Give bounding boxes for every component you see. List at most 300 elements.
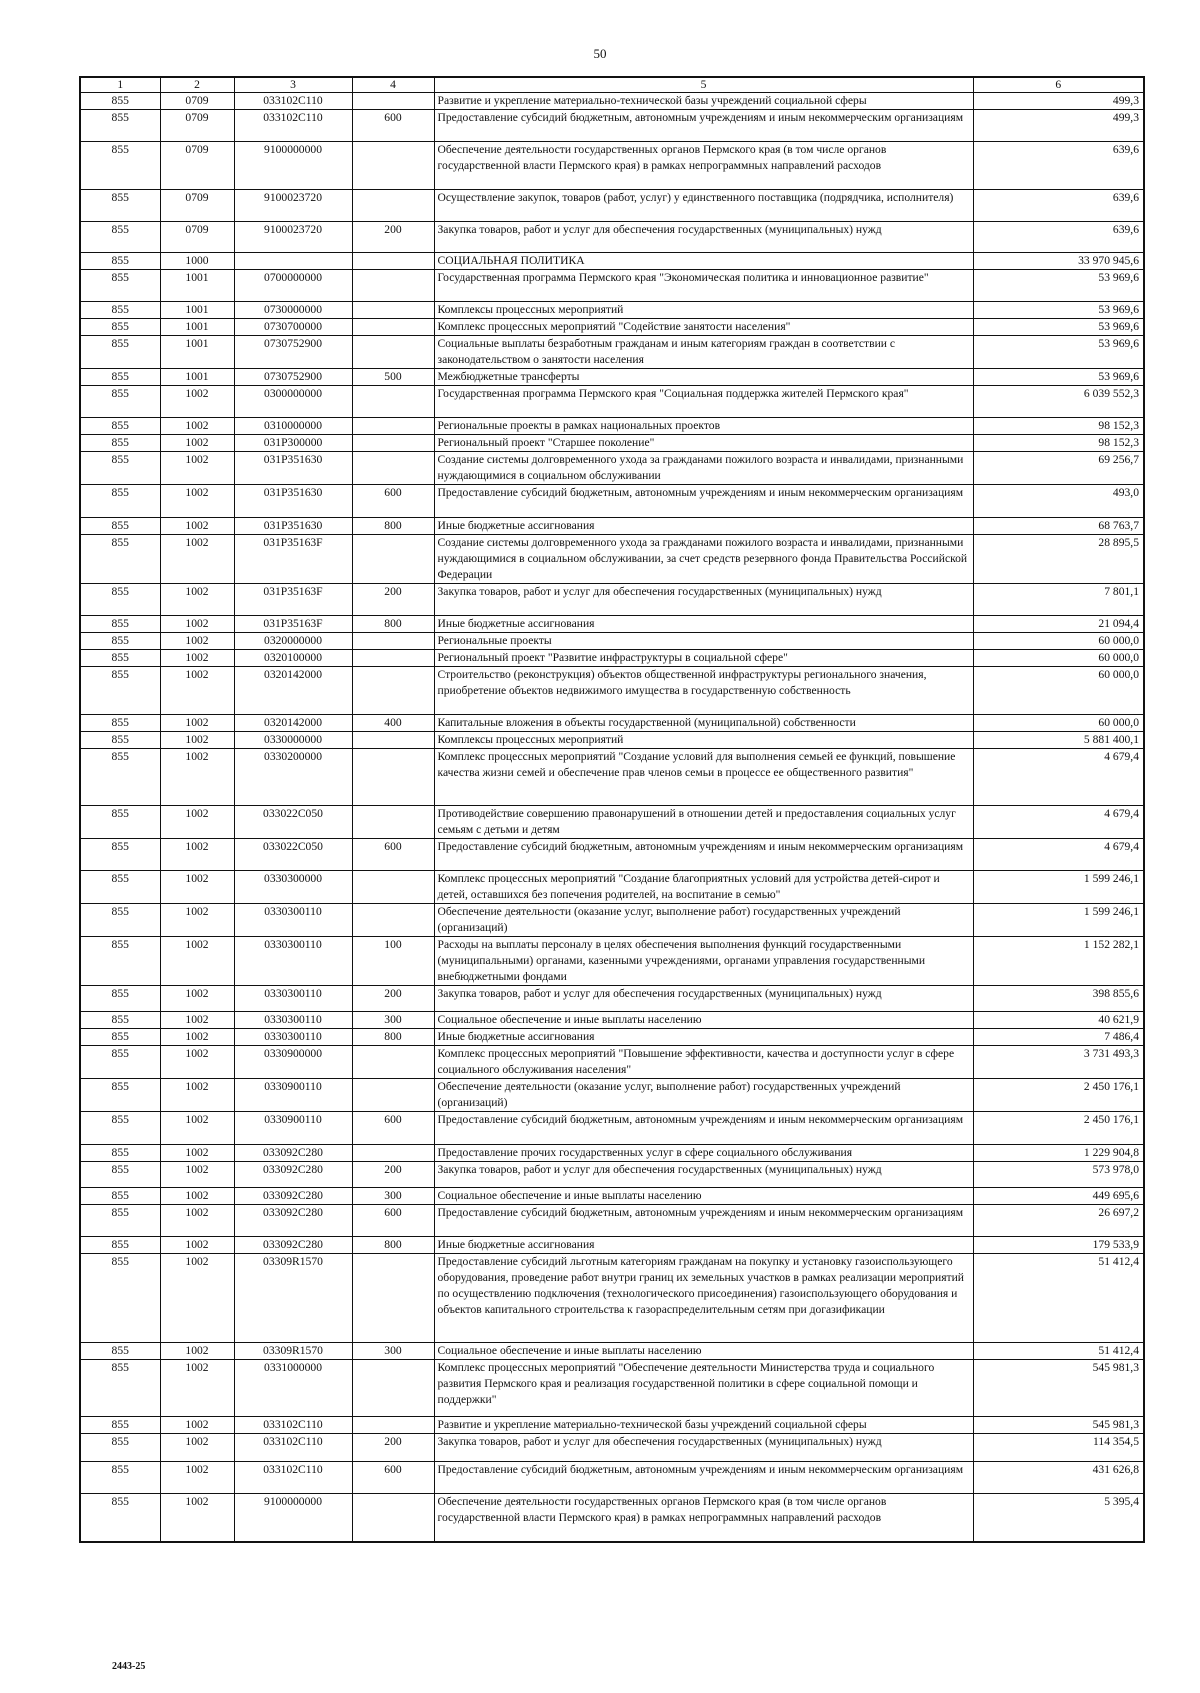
expense-type-cell: 200	[352, 222, 434, 253]
amount-cell: 98 152,3	[973, 418, 1144, 435]
table-row	[80, 616, 1144, 633]
target-article-cell: 033092С280	[234, 1237, 352, 1254]
amount-cell: 2 450 176,1	[973, 1112, 1144, 1145]
target-article-cell: 0730000000	[234, 302, 352, 319]
target-article-cell: 0330300110	[234, 937, 352, 986]
section-code-cell: 1002	[160, 1145, 234, 1162]
description-cell: Предоставление субсидий бюджетным, автономным учреждениям и иным некоммерческим организациям	[434, 485, 973, 518]
description-cell: Государственная программа Пермского края "Социальная поддержка жителей Пермского края"	[434, 386, 973, 418]
table-row	[80, 190, 1144, 222]
description-cell: Предоставление субсидий бюджетным, автономным учреждениям и иным некоммерческим организациям	[434, 110, 973, 142]
expense-type-cell	[352, 904, 434, 937]
target-article-cell: 033102С110	[234, 1417, 352, 1434]
target-article-cell: 0330300000	[234, 871, 352, 904]
description-cell: Комплекс процессных мероприятий "Создание условий для выполнения семьей ее функций, повышение качества жизни семей и обеспечение прав членов семьи в процессе ее общественного развития"	[434, 749, 973, 806]
expense-type-cell: 600	[352, 1462, 434, 1494]
section-code-cell: 1002	[160, 650, 234, 667]
section-code-cell: 1002	[160, 485, 234, 518]
expense-type-cell: 600	[352, 1112, 434, 1145]
description-cell: Иные бюджетные ассигнования	[434, 518, 973, 535]
ministry-code-cell: 855	[80, 937, 160, 986]
description-cell: Осуществление закупок, товаров (работ, услуг) у единственного поставщика (подрядчика, исполнителя)	[434, 190, 973, 222]
table-row	[80, 904, 1144, 937]
target-article-cell: 033092С280	[234, 1205, 352, 1237]
target-article-cell: 9100000000	[234, 1494, 352, 1542]
section-code-cell: 1002	[160, 518, 234, 535]
target-article-cell: 0330300110	[234, 1012, 352, 1029]
table-row	[80, 1205, 1144, 1237]
section-code-cell: 1002	[160, 806, 234, 839]
amount-cell: 1 229 904,8	[973, 1145, 1144, 1162]
ministry-code-cell: 855	[80, 1462, 160, 1494]
table-row	[80, 1046, 1144, 1079]
target-article-cell: 031Р35163F	[234, 535, 352, 584]
table-row	[80, 1494, 1144, 1542]
section-code-cell: 1002	[160, 667, 234, 715]
table-row	[80, 336, 1144, 369]
target-article-cell: 0330900110	[234, 1079, 352, 1112]
column-header-1: 1	[80, 77, 160, 93]
description-cell: Социальные выплаты безработным гражданам и иным категориям граждан в соответствии с законодательством о занятости населения	[434, 336, 973, 369]
description-cell: Закупка товаров, работ и услуг для обеспечения государственных (муниципальных) нужд	[434, 222, 973, 253]
table-row	[80, 302, 1144, 319]
table-row	[80, 418, 1144, 435]
target-article-cell: 033022С050	[234, 839, 352, 871]
ministry-code-cell: 855	[80, 418, 160, 435]
amount-cell: 1 599 246,1	[973, 871, 1144, 904]
description-cell: Предоставление субсидий бюджетным, автономным учреждениям и иным некоммерческим организациям	[434, 1462, 973, 1494]
description-cell: Создание системы долговременного ухода за гражданами пожилого возраста и инвалидами, признанными нуждающимися в социальном обслуживании, за счет средств резервного фонда Правительства Российской Федерации	[434, 535, 973, 584]
expense-type-cell: 400	[352, 715, 434, 732]
section-code-cell: 1002	[160, 418, 234, 435]
expense-type-cell	[352, 1046, 434, 1079]
table-row	[80, 1360, 1144, 1417]
section-code-cell: 1002	[160, 1254, 234, 1343]
ministry-code-cell: 855	[80, 190, 160, 222]
description-cell: Расходы на выплаты персоналу в целях обеспечения выполнения функций государственными (муниципальными) органами, казенными учреждениями, органами управления государственными внебюджетными фондами	[434, 937, 973, 986]
ministry-code-cell: 855	[80, 1145, 160, 1162]
section-code-cell: 1002	[160, 904, 234, 937]
description-cell: Государственная программа Пермского края "Экономическая политика и инновационное развитие"	[434, 270, 973, 302]
expense-type-cell	[352, 142, 434, 190]
section-code-cell: 1002	[160, 1029, 234, 1046]
description-cell: Предоставление прочих государственных услуг в сфере социального обслуживания	[434, 1145, 973, 1162]
expense-type-cell	[352, 253, 434, 270]
expense-type-cell	[352, 667, 434, 715]
table-row	[80, 319, 1144, 336]
expense-type-cell: 200	[352, 584, 434, 616]
section-code-cell: 1002	[160, 452, 234, 485]
table-row	[80, 535, 1144, 584]
ministry-code-cell: 855	[80, 222, 160, 253]
section-code-cell: 1001	[160, 270, 234, 302]
target-article-cell: 0331000000	[234, 1360, 352, 1417]
table-row	[80, 1162, 1144, 1188]
section-code-cell: 1002	[160, 1079, 234, 1112]
table-row	[80, 1029, 1144, 1046]
ministry-code-cell: 855	[80, 839, 160, 871]
description-cell: Комплекс процессных мероприятий "Обеспечение деятельности Министерства труда и социального развития Пермского края и реализация государственной политики в сфере социальной помощи и поддержки"	[434, 1360, 973, 1417]
amount-cell: 60 000,0	[973, 633, 1144, 650]
amount-cell: 51 412,4	[973, 1343, 1144, 1360]
expense-type-cell: 300	[352, 1188, 434, 1205]
target-article-cell: 9100000000	[234, 142, 352, 190]
section-code-cell: 1002	[160, 633, 234, 650]
amount-cell: 4 679,4	[973, 749, 1144, 806]
section-code-cell: 0709	[160, 110, 234, 142]
target-article-cell: 0320142000	[234, 667, 352, 715]
ministry-code-cell: 855	[80, 904, 160, 937]
expense-type-cell	[352, 732, 434, 749]
table-row	[80, 1417, 1144, 1434]
amount-cell: 53 969,6	[973, 319, 1144, 336]
description-cell: Закупка товаров, работ и услуг для обеспечения государственных (муниципальных) нужд	[434, 1434, 973, 1462]
table-row	[80, 369, 1144, 386]
description-cell: Предоставление субсидий бюджетным, автономным учреждениям и иным некоммерческим организациям	[434, 1205, 973, 1237]
amount-cell: 51 412,4	[973, 1254, 1144, 1343]
description-cell: Предоставление субсидий бюджетным, автономным учреждениям и иным некоммерческим организациям	[434, 839, 973, 871]
target-article-cell: 0700000000	[234, 270, 352, 302]
amount-cell: 7 486,4	[973, 1029, 1144, 1046]
section-code-cell: 1002	[160, 1012, 234, 1029]
section-code-cell: 1002	[160, 1360, 234, 1417]
expense-type-cell	[352, 190, 434, 222]
amount-cell: 1 152 282,1	[973, 937, 1144, 986]
amount-cell: 431 626,8	[973, 1462, 1144, 1494]
target-article-cell	[234, 253, 352, 270]
expense-type-cell	[352, 749, 434, 806]
table-row	[80, 110, 1144, 142]
table-row	[80, 937, 1144, 986]
amount-cell: 53 969,6	[973, 369, 1144, 386]
table-row	[80, 732, 1144, 749]
ministry-code-cell: 855	[80, 535, 160, 584]
amount-cell: 499,3	[973, 93, 1144, 110]
expense-type-cell	[352, 871, 434, 904]
expense-type-cell: 200	[352, 1434, 434, 1462]
table-row	[80, 584, 1144, 616]
description-cell: Противодействие совершению правонарушений в отношении детей и предоставления социальных услуг семьям с детьми и детям	[434, 806, 973, 839]
target-article-cell: 0320100000	[234, 650, 352, 667]
expense-type-cell: 800	[352, 1237, 434, 1254]
expense-type-cell	[352, 93, 434, 110]
ministry-code-cell: 855	[80, 584, 160, 616]
section-code-cell: 1002	[160, 1434, 234, 1462]
section-code-cell: 1002	[160, 1417, 234, 1434]
description-cell: Закупка товаров, работ и услуг для обеспечения государственных (муниципальных) нужд	[434, 986, 973, 1012]
description-cell: Региональные проекты	[434, 633, 973, 650]
section-code-cell: 0709	[160, 190, 234, 222]
target-article-cell: 0730752900	[234, 336, 352, 369]
table-header-row	[80, 77, 1144, 93]
table-row	[80, 806, 1144, 839]
target-article-cell: 033092С280	[234, 1188, 352, 1205]
amount-cell: 499,3	[973, 110, 1144, 142]
ministry-code-cell: 855	[80, 1162, 160, 1188]
expense-type-cell: 600	[352, 839, 434, 871]
amount-cell: 4 679,4	[973, 839, 1144, 871]
amount-cell: 60 000,0	[973, 715, 1144, 732]
target-article-cell: 0330200000	[234, 749, 352, 806]
description-cell: Межбюджетные трансферты	[434, 369, 973, 386]
target-article-cell: 0330000000	[234, 732, 352, 749]
section-code-cell: 1002	[160, 715, 234, 732]
ministry-code-cell: 855	[80, 667, 160, 715]
target-article-cell: 0330300110	[234, 904, 352, 937]
amount-cell: 639,6	[973, 142, 1144, 190]
ministry-code-cell: 855	[80, 1046, 160, 1079]
ministry-code-cell: 855	[80, 806, 160, 839]
target-article-cell: 0730700000	[234, 319, 352, 336]
target-article-cell: 03309R1570	[234, 1254, 352, 1343]
expense-type-cell	[352, 452, 434, 485]
expense-type-cell: 500	[352, 369, 434, 386]
expense-type-cell: 800	[352, 616, 434, 633]
target-article-cell: 0300000000	[234, 386, 352, 418]
description-cell: Закупка товаров, работ и услуг для обеспечения государственных (муниципальных) нужд	[434, 1162, 973, 1188]
table-row	[80, 986, 1144, 1012]
target-article-cell: 031Р35163F	[234, 616, 352, 633]
section-code-cell: 1002	[160, 732, 234, 749]
expense-type-cell: 600	[352, 110, 434, 142]
expense-type-cell	[352, 435, 434, 452]
target-article-cell: 9100023720	[234, 222, 352, 253]
expense-type-cell: 600	[352, 485, 434, 518]
target-article-cell: 031Р300000	[234, 435, 352, 452]
ministry-code-cell: 855	[80, 386, 160, 418]
amount-cell: 53 969,6	[973, 336, 1144, 369]
ministry-code-cell: 855	[80, 142, 160, 190]
ministry-code-cell: 855	[80, 1343, 160, 1360]
description-cell: Обеспечение деятельности государственных органов Пермского края (в том числе органов государственной власти Пермского края) в рамках непрограммных направлений расходов	[434, 1494, 973, 1542]
column-header-3: 3	[234, 77, 352, 93]
ministry-code-cell: 855	[80, 319, 160, 336]
section-code-cell: 1001	[160, 302, 234, 319]
target-article-cell: 0310000000	[234, 418, 352, 435]
section-code-cell: 1002	[160, 1343, 234, 1360]
amount-cell: 1 599 246,1	[973, 904, 1144, 937]
target-article-cell: 033102С110	[234, 110, 352, 142]
section-code-cell: 0709	[160, 93, 234, 110]
description-cell: Обеспечение деятельности (оказание услуг, выполнение работ) государственных учреждений (организаций)	[434, 1079, 973, 1112]
target-article-cell: 033102С110	[234, 1462, 352, 1494]
expense-type-cell	[352, 1145, 434, 1162]
amount-cell: 4 679,4	[973, 806, 1144, 839]
description-cell: Развитие и укрепление материально-технической базы учреждений социальной сферы	[434, 1417, 973, 1434]
expense-type-cell	[352, 650, 434, 667]
amount-cell: 28 895,5	[973, 535, 1144, 584]
description-cell: Региональный проект "Развитие инфраструктуры в социальной сфере"	[434, 650, 973, 667]
expense-type-cell: 800	[352, 1029, 434, 1046]
table-row	[80, 1254, 1144, 1343]
target-article-cell: 033092С280	[234, 1162, 352, 1188]
table-row	[80, 1237, 1144, 1254]
column-header-4: 4	[352, 77, 434, 93]
amount-cell: 398 855,6	[973, 986, 1144, 1012]
amount-cell: 639,6	[973, 190, 1144, 222]
table-row	[80, 1145, 1144, 1162]
table-row	[80, 253, 1144, 270]
expense-type-cell	[352, 319, 434, 336]
ministry-code-cell: 855	[80, 253, 160, 270]
ministry-code-cell: 855	[80, 1417, 160, 1434]
table-row	[80, 633, 1144, 650]
description-cell: Строительство (реконструкция) объектов общественной инфраструктуры регионального значения, приобретение объектов недвижимого имущества в государственную собственность	[434, 667, 973, 715]
table-row	[80, 142, 1144, 190]
table-row	[80, 518, 1144, 535]
table-row	[80, 749, 1144, 806]
amount-cell: 2 450 176,1	[973, 1079, 1144, 1112]
amount-cell: 114 354,5	[973, 1434, 1144, 1462]
expense-type-cell	[352, 1494, 434, 1542]
table-row	[80, 485, 1144, 518]
target-article-cell: 033102С110	[234, 1434, 352, 1462]
target-article-cell: 0330900000	[234, 1046, 352, 1079]
table-row	[80, 667, 1144, 715]
description-cell: Комплексы процессных мероприятий	[434, 732, 973, 749]
column-header-5: 5	[434, 77, 973, 93]
expense-type-cell	[352, 1360, 434, 1417]
description-cell: Предоставление субсидий бюджетным, автономным учреждениям и иным некоммерческим организациям	[434, 1112, 973, 1145]
budget-table	[79, 76, 1145, 1543]
target-article-cell: 031Р351630	[234, 452, 352, 485]
description-cell: Комплекс процессных мероприятий "Содействие занятости населения"	[434, 319, 973, 336]
target-article-cell: 0320142000	[234, 715, 352, 732]
ministry-code-cell: 855	[80, 518, 160, 535]
table-row	[80, 715, 1144, 732]
description-cell: Социальное обеспечение и иные выплаты населению	[434, 1012, 973, 1029]
amount-cell: 7 801,1	[973, 584, 1144, 616]
section-code-cell: 1002	[160, 386, 234, 418]
target-article-cell: 0330300110	[234, 1029, 352, 1046]
amount-cell: 179 533,9	[973, 1237, 1144, 1254]
amount-cell: 5 395,4	[973, 1494, 1144, 1542]
amount-cell: 40 621,9	[973, 1012, 1144, 1029]
ministry-code-cell: 855	[80, 1434, 160, 1462]
amount-cell: 69 256,7	[973, 452, 1144, 485]
expense-type-cell: 800	[352, 518, 434, 535]
description-cell: Социальное обеспечение и иные выплаты населению	[434, 1343, 973, 1360]
table-row	[80, 270, 1144, 302]
expense-type-cell	[352, 418, 434, 435]
target-article-cell: 031Р35163F	[234, 584, 352, 616]
description-cell: Иные бюджетные ассигнования	[434, 616, 973, 633]
description-cell: Комплекс процессных мероприятий "Создание благоприятных условий для устройства детей-сирот и детей, оставшихся без попечения родителей, на воспитание в семью"	[434, 871, 973, 904]
amount-cell: 53 969,6	[973, 302, 1144, 319]
ministry-code-cell: 855	[80, 616, 160, 633]
target-article-cell: 0320000000	[234, 633, 352, 650]
table-body	[80, 93, 1144, 1542]
section-code-cell: 1002	[160, 1112, 234, 1145]
table-row	[80, 386, 1144, 418]
target-article-cell: 0330900110	[234, 1112, 352, 1145]
ministry-code-cell: 855	[80, 871, 160, 904]
expense-type-cell: 100	[352, 937, 434, 986]
target-article-cell: 0730752900	[234, 369, 352, 386]
table-row	[80, 1079, 1144, 1112]
amount-cell: 545 981,3	[973, 1360, 1144, 1417]
column-header-6: 6	[973, 77, 1144, 93]
target-article-cell: 9100023720	[234, 190, 352, 222]
table-row	[80, 435, 1144, 452]
expense-type-cell: 600	[352, 1205, 434, 1237]
section-code-cell: 0709	[160, 142, 234, 190]
section-code-cell: 1002	[160, 1494, 234, 1542]
table-row	[80, 222, 1144, 253]
ministry-code-cell: 855	[80, 633, 160, 650]
section-code-cell: 1002	[160, 937, 234, 986]
expense-type-cell	[352, 535, 434, 584]
ministry-code-cell: 855	[80, 1237, 160, 1254]
section-code-cell: 1001	[160, 319, 234, 336]
description-cell: Развитие и укрепление материально-технической базы учреждений социальной сферы	[434, 93, 973, 110]
target-article-cell: 031Р351630	[234, 518, 352, 535]
expense-type-cell	[352, 1417, 434, 1434]
section-code-cell: 1001	[160, 369, 234, 386]
description-cell: СОЦИАЛЬНАЯ ПОЛИТИКА	[434, 253, 973, 270]
table-row	[80, 452, 1144, 485]
expense-type-cell: 200	[352, 1162, 434, 1188]
document-code: 2443-25	[112, 1661, 146, 1672]
table-row	[80, 839, 1144, 871]
ministry-code-cell: 855	[80, 1205, 160, 1237]
expense-type-cell	[352, 1079, 434, 1112]
amount-cell: 68 763,7	[973, 518, 1144, 535]
table-row	[80, 871, 1144, 904]
description-cell: Обеспечение деятельности (оказание услуг, выполнение работ) государственных учреждений (организаций)	[434, 904, 973, 937]
target-article-cell: 0330300110	[234, 986, 352, 1012]
section-code-cell: 1002	[160, 1205, 234, 1237]
ministry-code-cell: 855	[80, 1079, 160, 1112]
amount-cell: 449 695,6	[973, 1188, 1144, 1205]
amount-cell: 21 094,4	[973, 616, 1144, 633]
expense-type-cell	[352, 806, 434, 839]
table-row	[80, 650, 1144, 667]
page-number: 50	[593, 46, 607, 61]
description-cell: Иные бюджетные ассигнования	[434, 1237, 973, 1254]
section-code-cell: 1002	[160, 1162, 234, 1188]
section-code-cell: 1002	[160, 1237, 234, 1254]
table-row	[80, 1188, 1144, 1205]
description-cell: Предоставление субсидий льготным категориям гражданам на покупку и установку газоиспользующего оборудования, проведение работ внутри границ их земельных участков в рамках реализации мероприятий по осуществлению подключения (технологического присоединения) газоиспользующего оборудования и объектов капитального строительства к газораспределительным сетям при догазификации	[434, 1254, 973, 1343]
amount-cell: 26 697,2	[973, 1205, 1144, 1237]
description-cell: Региональный проект "Старшее поколение"	[434, 435, 973, 452]
ministry-code-cell: 855	[80, 485, 160, 518]
section-code-cell: 1002	[160, 616, 234, 633]
ministry-code-cell: 855	[80, 110, 160, 142]
amount-cell: 639,6	[973, 222, 1144, 253]
expense-type-cell	[352, 270, 434, 302]
target-article-cell: 033102С110	[234, 93, 352, 110]
description-cell: Социальное обеспечение и иные выплаты населению	[434, 1188, 973, 1205]
table-row	[80, 93, 1144, 110]
description-cell: Комплексы процессных мероприятий	[434, 302, 973, 319]
expense-type-cell	[352, 386, 434, 418]
ministry-code-cell: 855	[80, 93, 160, 110]
section-code-cell: 1002	[160, 871, 234, 904]
expense-type-cell: 200	[352, 986, 434, 1012]
amount-cell: 98 152,3	[973, 435, 1144, 452]
amount-cell: 6 039 552,3	[973, 386, 1144, 418]
description-cell: Региональные проекты в рамках национальных проектов	[434, 418, 973, 435]
description-cell: Комплекс процессных мероприятий "Повышение эффективности, качества и доступности услуг в сфере социального обслуживания населения"	[434, 1046, 973, 1079]
column-header-2: 2	[160, 77, 234, 93]
amount-cell: 3 731 493,3	[973, 1046, 1144, 1079]
table-row	[80, 1434, 1144, 1462]
amount-cell: 545 981,3	[973, 1417, 1144, 1434]
ministry-code-cell: 855	[80, 1494, 160, 1542]
table-row	[80, 1343, 1144, 1360]
